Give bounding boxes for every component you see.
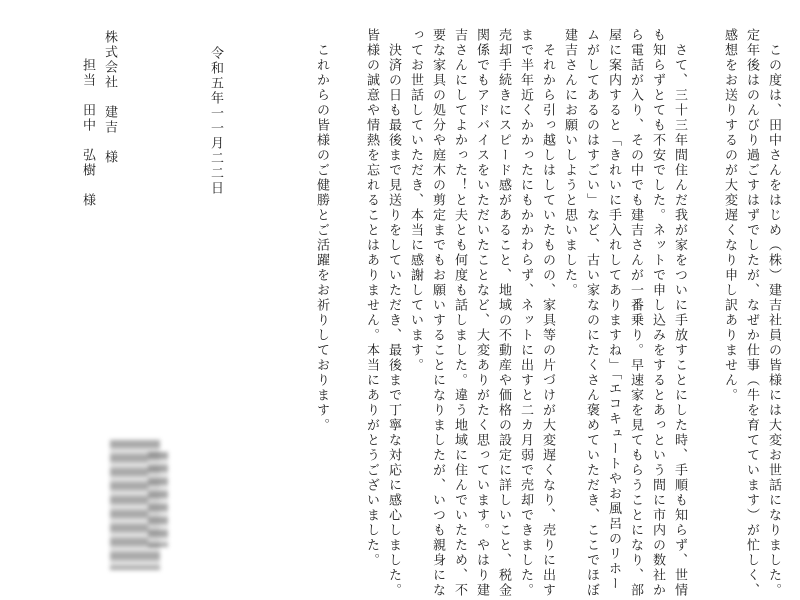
letter-date: 令和五年一一月二二日 [208,46,223,196]
letter-line-1: この度は、田中さんをはじめ（株）建吉社員の皆様には大変お世話になりました。 [766,28,781,598]
letter-line-19: 皆様の誠意や情熱を忘れることはありません。本当にありがとうございました。 [364,28,379,568]
blurred-signature-detail [148,452,168,547]
letter-line-15: 吉さんにしてよかった！と夫とも何度も話しました。違う地域に住んでいたため、不 [452,28,467,598]
letter-line-8: 屋に案内すると「きれいに手入れしてありますね」「エコキュートやお風呂のリホー [606,28,621,592]
letter-line-11: それから引っ越しはしていたものの、家具等の片づけが大変遅くなり、売りに出す [540,28,555,598]
letter-line-6: も知らずとても不安でした。ネットで申し込みをするとあっという間に市内の数社か [650,28,665,598]
letter-line-17: ってお世話していただき、本当に感謝しています。 [408,28,423,373]
letter-line-18: 決済の日も最後まで見送りをしていただき、最後まで丁寧な対応に感心しました。 [386,28,401,598]
letter-line-13: 売却手続きにスピード感があること、地域の不動産や価格の設定に詳しいこと、税金 [496,28,511,598]
letter-line-14: 関係でもアドバイスをいただいたことなど、大変ありがたく思っています。やはり建 [474,28,489,598]
letter-line-16: 要な家具の処分や庭木の剪定までもお願いすることになりましたが、いつも親身にな [430,28,445,598]
letter-line-12: まで半年近くかかったにもかかわらず、ネットに出すと二カ月弱で売却できました。 [518,28,533,598]
letter-line-3: 感想をお送りするのが大変遅くなり申し訳ありません。 [722,28,737,403]
letter-line-7: ら電話が入り、その中でも建吉さんが一番乗り。早速家を見てもらうことになり、部 [628,28,643,598]
letter-line-21: これからの皆様のご健勝とご活躍をお祈りしております。 [314,28,329,433]
letter-line-9: ムがしてあるのはすごい」など、古い家なのにたくさん褒めていただき、ここでほぼ [584,28,599,598]
letter-line-2: 定年後はのんびり過ごすはずでしたが、なぜか仕事（牛を育てています）が忙しく、 [744,28,759,598]
recipient-company: 株式会社 建吉 様 [102,30,117,165]
recipient-person: 担当 田中 弘樹 様 [80,58,95,208]
letter-line-10: 建吉さんにお願いしようと思いました。 [562,28,577,298]
letter-line-5: さて、三十三年間住んだ我が家をついに手放すことにした時、手順も知らず、世情 [672,28,687,598]
